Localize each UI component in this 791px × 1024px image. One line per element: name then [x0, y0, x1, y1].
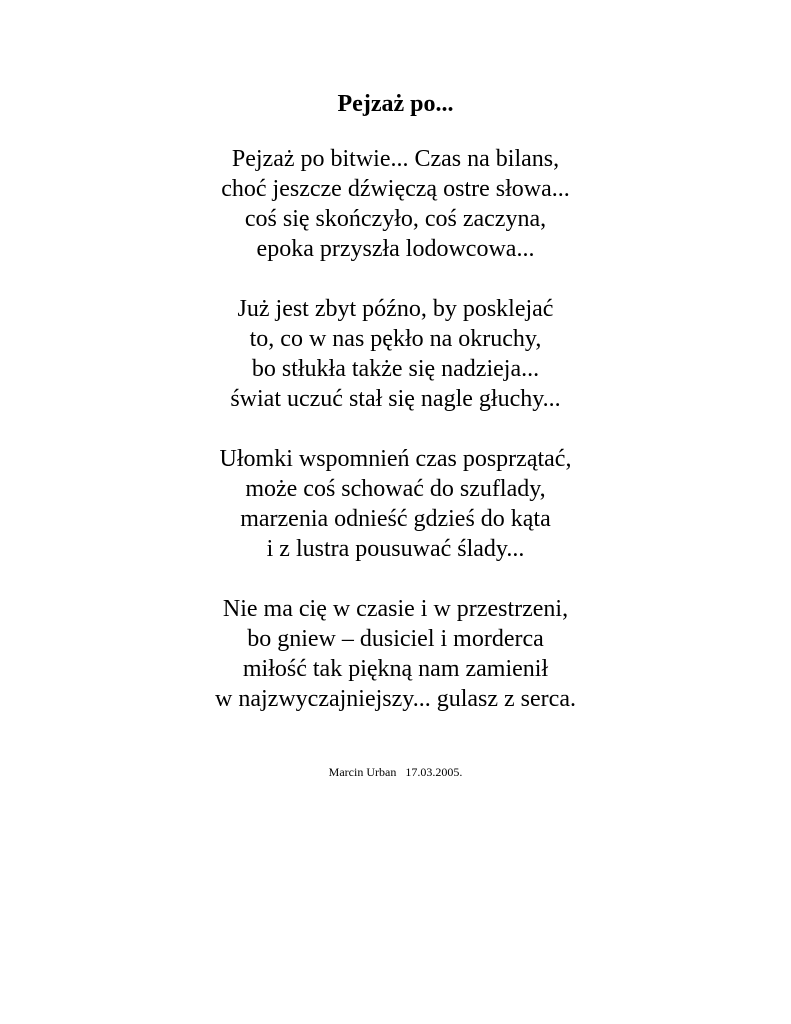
poem-line: Ułomki wspomnień czas posprzątać,	[219, 446, 572, 472]
poem-line: może coś schować do szuflady,	[245, 476, 546, 502]
poem-line: Już jest zbyt późno, by posklejać	[237, 296, 554, 322]
signature	[0, 764, 791, 780]
signature-author: Marcin Urban	[328, 765, 397, 779]
signature-date: 17.03.2005.	[405, 765, 463, 779]
poem-line: Pejzaż po bitwie... Czas na bilans,	[231, 146, 560, 172]
poem-line: świat uczuć stał się nagle głuchy...	[230, 386, 561, 412]
poem-title: Pejzaż po...	[337, 91, 454, 117]
stanza-2	[0, 294, 791, 414]
poem-body	[0, 144, 791, 744]
stanza-4	[0, 594, 791, 714]
poem-line: w najzwyczajniejszy... gulasz z serca.	[215, 686, 576, 712]
poem-line: marzenia odnieść gdzieś do kąta	[240, 506, 551, 532]
poem-line: choć jeszcze dźwięczą ostre słowa...	[221, 176, 570, 202]
poem-line: i z lustra pousuwać ślady...	[266, 536, 525, 562]
stanza-1	[0, 144, 791, 264]
poem-line: epoka przyszła lodowcowa...	[256, 236, 535, 262]
poem-line: miłość tak piękną nam zamienił	[242, 656, 549, 682]
stanza-3	[0, 444, 791, 564]
poem-line: bo stłukła także się nadzieja...	[251, 356, 540, 382]
poem-line: Nie ma cię w czasie i w przestrzeni,	[222, 596, 569, 622]
poem-line: bo gniew – dusiciel i morderca	[247, 626, 544, 652]
poem-line: to, co w nas pękło na okruchy,	[249, 326, 542, 352]
poem-line: coś się skończyło, coś zaczyna,	[244, 206, 547, 232]
